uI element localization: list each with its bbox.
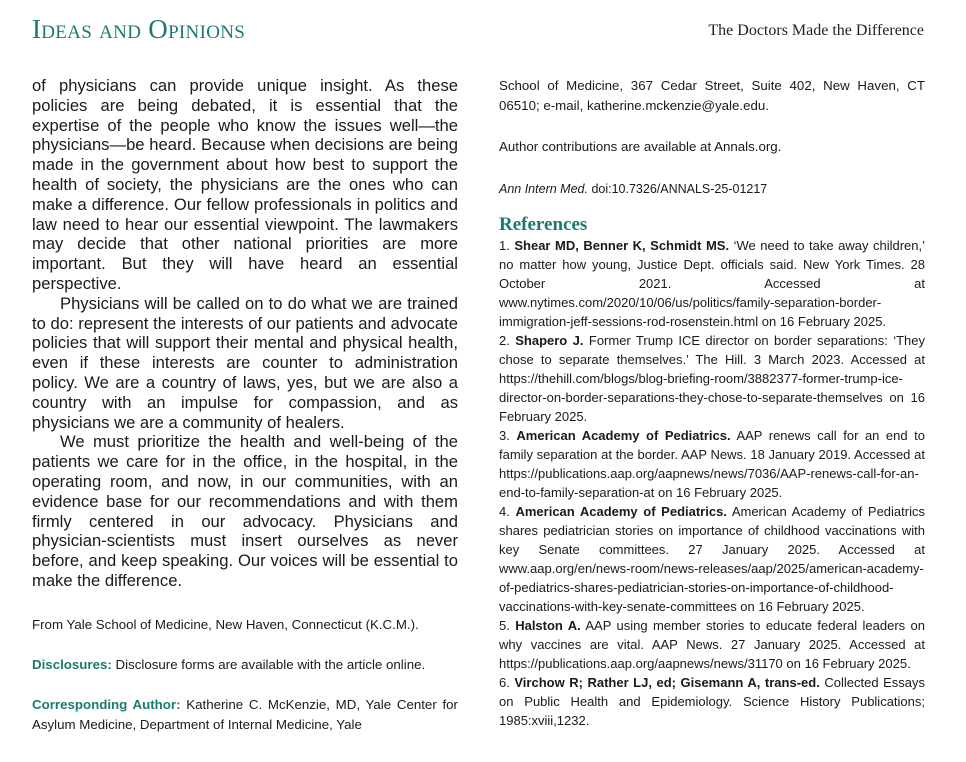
citation (499, 179, 925, 199)
reference-authors: Virchow R; Rather LJ, ed; Gisemann A, trans-ed. (514, 675, 820, 690)
body-paragraph: Physicians will be called on to do what we are trained to do: represent the interests of our patients and advocate policies that will support their mental and physical health, even if these interests are counter to administration policy. We are a country of laws, yes, but we are also a country with an impulse for compassion, and as physicians we are a community of healers. (32, 293, 458, 432)
corresponding-author-label: Corresponding Author: (32, 696, 181, 712)
reference-item (499, 331, 925, 426)
reference-authors: American Academy of Pediatrics. (516, 428, 731, 443)
references-heading: References (499, 214, 588, 235)
disclosures-text: Disclosure forms are available with the article online. (115, 656, 426, 672)
corresponding-author (32, 695, 458, 735)
right-column (499, 76, 925, 730)
reference-number: 6. (499, 675, 510, 690)
references-list (499, 236, 925, 730)
body-paragraph: We must prioritize the health and well-being of the patients we care for in the office, in the hospital, in the operating room, and now, in our communities, with an evidence base for our recommendations and with them firmly centered in our advocacy. Physicians and physician-scientists must insert ourselves as never before, and keep speaking. Our voices will be essential to make the difference. (32, 432, 458, 590)
reference-item (499, 673, 925, 730)
reference-text: ‘We need to take away children,’ no matter how young, Justice Dept. officials said. New York Times. 28 October 2021. Accessed at www.nytimes.com/2020/10/06/us/politics/family-separation-border-immigration-jeff-sessions-rod-rosenstein.html on 16 February 2025. (499, 238, 925, 329)
reference-number: 3. (499, 428, 510, 443)
reference-authors: Halston A. (515, 618, 581, 633)
reference-number: 5. (499, 618, 510, 633)
reference-text: Collected Essays on Public Health and Epidemiology. Science History Publications; 1985:xviii,1232. (499, 675, 925, 728)
citation-journal: Ann Intern Med. (499, 182, 588, 196)
reference-number: 4. (499, 504, 510, 519)
body-paragraph: of physicians can provide unique insight. As these policies are being debated, it is essential that the expertise of the people who know the issues well—the physicians—be heard. Because when decisions are being made in the government about how best to support the health of society, the physicians are the ones who can make a difference. Our fellow professionals in politics and law need to hear our essential viewpoint. The lawmakers may decide that other national priorities are more important. But they will have heard an essential perspective. (32, 76, 458, 293)
reference-number: 1. (499, 238, 510, 253)
affiliation: From Yale School of Medicine, New Haven, Connecticut (K.C.M.). (32, 616, 419, 632)
reference-authors: Shapero J. (515, 333, 584, 348)
reference-item (499, 426, 925, 502)
reference-item (499, 616, 925, 673)
reference-text: AAP using member stories to educate federal leaders on why vaccines are vital. AAP News. 27 January 2025. Accessed at https://publications.aap.org/aapnews/news/31170 on 16 February 2025. (499, 618, 925, 671)
reference-item (499, 236, 925, 331)
reference-text: AAP renews call for an end to family separation at the border. AAP News. 18 January 2019. Accessed at https://publications.aap.org/aapnews/news/7036/AAP-renews-call-for-an-end-to-family-separation-at on 16 February 2025. (499, 428, 926, 500)
reference-authors: American Academy of Pediatrics. (515, 504, 727, 519)
reference-item (499, 502, 925, 616)
left-column (32, 76, 458, 735)
reference-number: 2. (499, 333, 510, 348)
reference-text: Former Trump ICE director on border separations: ‘They chose to separate themselves.’ The Hill. 3 March 2023. Accessed at https://thehill.com/blogs/blog-briefing-room/3882377-former-trump-ice-director-on-border-separations-they-chose-to-separate-themselves on 16 February 2025. (499, 333, 925, 424)
citation-doi: doi:10.7326/ANNALS-25-01217 (591, 182, 768, 196)
corresponding-author-continued: School of Medicine, 367 Cedar Street, Suite 402, New Haven, CT 06510; e-mail, katherine.mckenzie@yale.edu. (499, 78, 925, 113)
disclosures (32, 655, 458, 675)
running-head: The Doctors Made the Difference (708, 22, 924, 39)
corresponding-author-text: Katherine C. McKenzie, MD, Yale Center for Asylum Medicine, Department of Internal Medicine, Yale (32, 696, 458, 732)
disclosures-label: Disclosures: (32, 656, 112, 672)
author-contributions: Author contributions are available at Annals.org. (499, 139, 782, 154)
reference-authors: Shear MD, Benner K, Schmidt MS. (514, 238, 730, 253)
section-title: Ideas and Opinions (32, 14, 246, 44)
reference-text: American Academy of Pediatrics shares pediatrician stories on importance of childhood vaccinations with key Senate committees. 27 January 2025. Accessed at www.aap.org/en/news-room/news-releases/aap/2025/american-academy-of-pediatrics-shares-pediatrician-stories-on-importance-of-childhood-vaccinations-with-key-senate-committees on 16 February 2025. (499, 504, 925, 614)
